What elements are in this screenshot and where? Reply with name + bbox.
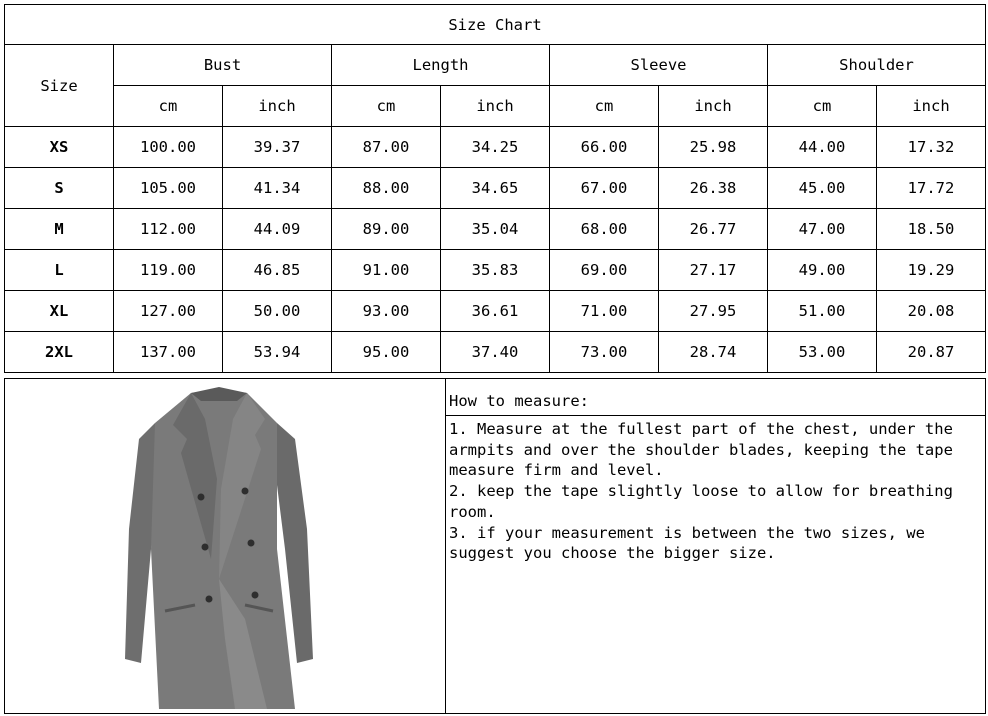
how-to-measure-heading: How to measure:	[446, 379, 985, 416]
size-column-header: Size	[5, 45, 114, 127]
table-cell: 87.00	[332, 127, 441, 168]
coat-button	[248, 540, 255, 547]
how-to-measure-pane	[446, 379, 985, 713]
size-chart-table	[4, 4, 986, 373]
unit-header: inch	[223, 86, 332, 127]
table-cell: 105.00	[114, 168, 223, 209]
table-cell: 20.08	[877, 291, 986, 332]
table-cell: 26.38	[659, 168, 768, 209]
unit-header-row	[5, 86, 986, 127]
table-cell: 93.00	[332, 291, 441, 332]
table-cell: 41.34	[223, 168, 332, 209]
size-label: S	[5, 168, 114, 209]
table-cell: 69.00	[550, 250, 659, 291]
measure-step: 1. Measure at the fullest part of the chest, under the armpits and over the shoulder blades, keeping the tape measure firm and level.	[449, 420, 953, 480]
unit-header: cm	[550, 86, 659, 127]
group-header-row	[5, 45, 986, 86]
unit-header: cm	[114, 86, 223, 127]
table-row	[5, 127, 986, 168]
table-row	[5, 291, 986, 332]
table-cell: 50.00	[223, 291, 332, 332]
table-cell: 28.74	[659, 332, 768, 373]
table-cell: 17.32	[877, 127, 986, 168]
table-cell: 53.00	[768, 332, 877, 373]
table-cell: 89.00	[332, 209, 441, 250]
product-image-pane	[5, 379, 446, 713]
table-cell: 34.65	[441, 168, 550, 209]
table-row	[5, 250, 986, 291]
table-row	[5, 209, 986, 250]
coat-collar	[191, 387, 247, 401]
table-cell: 17.72	[877, 168, 986, 209]
table-cell: 68.00	[550, 209, 659, 250]
size-label: M	[5, 209, 114, 250]
table-cell: 20.87	[877, 332, 986, 373]
table-cell: 35.04	[441, 209, 550, 250]
table-cell: 47.00	[768, 209, 877, 250]
table-cell: 73.00	[550, 332, 659, 373]
unit-header: inch	[659, 86, 768, 127]
unit-header: inch	[877, 86, 986, 127]
measure-step: 3. if your measurement is between the two sizes, we suggest you choose the bigger size.	[449, 523, 925, 563]
size-label: XL	[5, 291, 114, 332]
table-cell: 127.00	[114, 291, 223, 332]
table-cell: 67.00	[550, 168, 659, 209]
title-row	[5, 5, 986, 45]
measure-section	[4, 378, 986, 714]
bust-header: Bust	[114, 45, 332, 86]
table-cell: 19.29	[877, 250, 986, 291]
unit-header: inch	[441, 86, 550, 127]
table-cell: 119.00	[114, 250, 223, 291]
sleeve-header: Sleeve	[550, 45, 768, 86]
how-to-measure-steps	[446, 416, 985, 564]
table-cell: 44.00	[768, 127, 877, 168]
unit-header: cm	[768, 86, 877, 127]
table-cell: 26.77	[659, 209, 768, 250]
coat-button	[202, 544, 209, 551]
size-label: XS	[5, 127, 114, 168]
table-cell: 36.61	[441, 291, 550, 332]
table-cell: 46.85	[223, 250, 332, 291]
table-cell: 34.25	[441, 127, 550, 168]
table-cell: 49.00	[768, 250, 877, 291]
coat-button	[206, 596, 213, 603]
unit-header: cm	[332, 86, 441, 127]
coat-image	[5, 379, 445, 713]
table-cell: 37.40	[441, 332, 550, 373]
table-cell: 100.00	[114, 127, 223, 168]
coat-button	[242, 488, 249, 495]
table-cell: 53.94	[223, 332, 332, 373]
length-header: Length	[332, 45, 550, 86]
shoulder-header: Shoulder	[768, 45, 986, 86]
table-cell: 112.00	[114, 209, 223, 250]
table-cell: 91.00	[332, 250, 441, 291]
table-cell: 35.83	[441, 250, 550, 291]
table-cell: 66.00	[550, 127, 659, 168]
table-cell: 95.00	[332, 332, 441, 373]
size-label: L	[5, 250, 114, 291]
table-cell: 27.17	[659, 250, 768, 291]
table-row	[5, 168, 986, 209]
table-cell: 45.00	[768, 168, 877, 209]
table-cell: 137.00	[114, 332, 223, 373]
coat-button	[252, 592, 259, 599]
table-cell: 71.00	[550, 291, 659, 332]
measure-step: 2. keep the tape slightly loose to allow for breathing room.	[449, 482, 953, 521]
table-cell: 18.50	[877, 209, 986, 250]
size-label: 2XL	[5, 332, 114, 373]
size-chart-title: Size Chart	[5, 5, 986, 45]
table-cell: 44.09	[223, 209, 332, 250]
table-cell: 51.00	[768, 291, 877, 332]
table-cell: 88.00	[332, 168, 441, 209]
coat-button	[198, 494, 205, 501]
table-row	[5, 332, 986, 373]
table-cell: 25.98	[659, 127, 768, 168]
table-cell: 39.37	[223, 127, 332, 168]
table-cell: 27.95	[659, 291, 768, 332]
